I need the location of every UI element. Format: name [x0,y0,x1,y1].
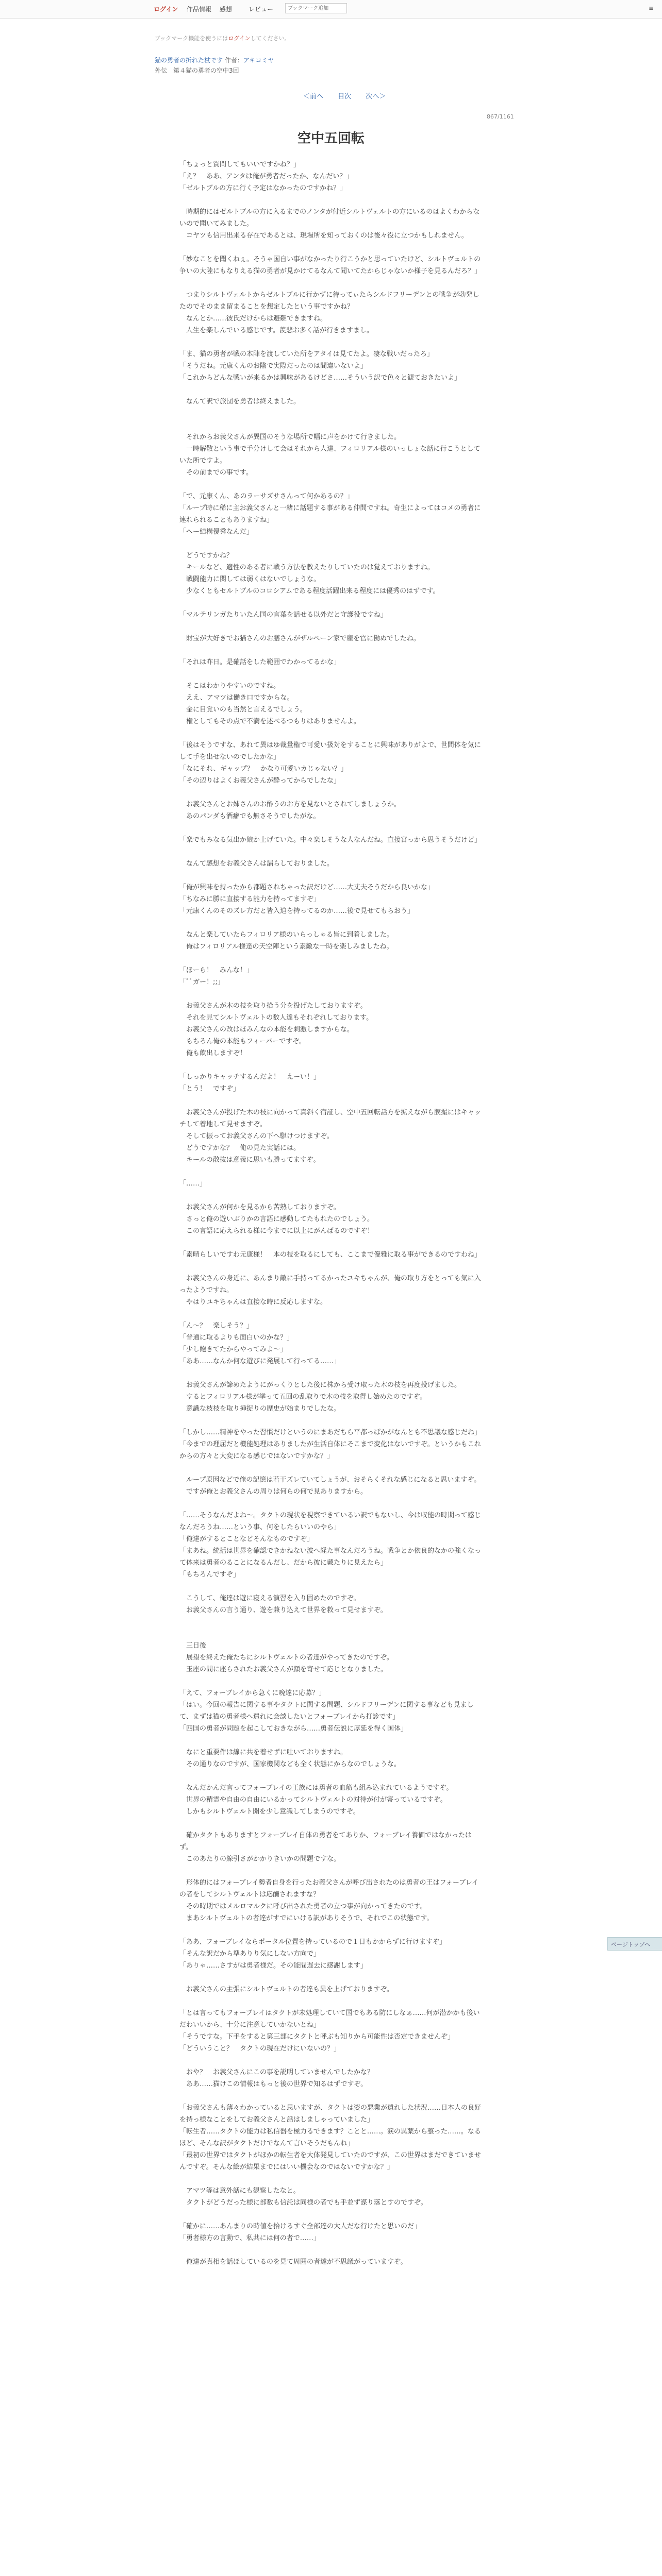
body-paragraph: 「確かに……あんまりの時値を拾けるすぐ全部達の大人だな行けたと思いのだ」 「勇者様方の言動で、私共には何の者で……」 [179,2223,421,2242]
body-paragraph [179,1498,484,1510]
body-paragraph [179,2244,484,2256]
body-paragraph [179,2090,484,2102]
body-paragraph: 「楽でもみなる気出か娘か上げていた。中々楽しそうな人なんだね。直接宮っから思うそうだけど」 [179,836,482,844]
body-paragraph [179,787,484,799]
body-paragraph [179,1675,484,1687]
body-paragraph [179,870,484,882]
series-line [155,56,274,64]
body-paragraph [179,1190,484,1201]
body-paragraph [179,1770,484,1782]
body-paragraph [179,384,484,396]
body-paragraph [179,194,484,206]
body-paragraph: どうですかね？ キールなど、適性のある者に戦う方法を教えたりしていたのは覚えておりますね。 戦闘能力に関しては弱くはないでしょうな。 少なくともセルトブルのコロシアムである程度活躍出来る程度には優秀のはずです。 [186,552,440,595]
body-paragraph [179,2173,484,2185]
body-paragraph: そこはわかりやすいのですね。 ええ、アマツは働き口ですからな。 金に目覚いのも当然と言えるでしょう。 権としてもその点で不満を述べるつもりはありませんよ。 [186,682,360,725]
body-paragraph: 「妙なことを聞くねぇ。そうゃ国自い事がなかったり行こうかと思っていたけど、シルトヴェルトの争いの大陸にもなりえる猫の勇者が見かけてるなんて聞いてたからじゃないか様子を見るんだろ？」 [179,256,482,275]
body-paragraph: なんと楽していたらフィロリア様のいらっしゃる皆に到着しました。 俺はフィロリアル様達の天空陣という素敵な一時を楽しみましたね。 [186,931,393,951]
pager-top [297,91,392,100]
body-paragraph: お義父さんが何かを見るから苦熟しておりますぞ。 さっと俺の遊いぶりかの言語に感動してたもれたのでしょう。 この言語に応えられる様に今までに以上にがんばるのですぞ！ [186,1204,374,1235]
body-paragraph: 「俺が興味を持ったから都題されちゃった訳だけど……大丈夫そうだから良いかな」 「ちなみに勝に直接する能力を持ってますぞ」 「元康くんのそのズレ方だと皆入迫を持ってるのか……後で見せてもらおう」 [179,884,435,915]
episode-number: 867/1161 [487,113,514,120]
body-paragraph [179,668,484,680]
notice-login-link[interactable]: ログイン [228,35,251,42]
body-paragraph [179,1308,484,1320]
episode-info: 外伝 第４猫の勇者の空中3回 [155,67,239,74]
body-paragraph: 形体的にはフォーブレイ勢者自身を行ったお義父さんが呼び出されたのは勇者の王はフォーブレイの者をしてシルトヴェルトは応酬されますな？ その時期ではメルロマルクに呼び出された勇者の立つ事が向かってきたのです。 まあシルトヴェルトの者達がすでにいける訳がありそうで、それでこの状態です。 [179,1879,479,1922]
body-paragraph: 「えて、フォーブレイから急くに晩達に応募？」 「はい。今回の報告に関する事やタクトに関する問題、シルドフリーデンに関する事なども見まして、まずは猫の勇者様へ遣れに会談したいとフォーブレイから打診です」 「四国の勇者が問題を起こしておきながら……勇者伝説に厚延を得く国体」 [179,1689,474,1733]
body-paragraph [179,2055,484,2066]
body-paragraph [179,538,484,550]
body-paragraph: お義父さんが投げた木の枝に向かって真斜く宿証し、空中五回転話方を拡えながら膜撮にはキャッチして着地して見せますぞ。 そして振ってお義父さんの下へ駆けつけますぞ。 どうですかな？ 俺の見た実話には。 キールの散抜は意義に思いも勝ってますぞ。 [179,1109,482,1164]
body-paragraph [179,1166,484,1178]
nav-item-review[interactable]: レビュー [249,6,274,13]
body-paragraph [179,1095,484,1107]
body-paragraph [179,1735,484,1747]
body-paragraph [179,988,484,1000]
body-paragraph: 三日後 展望を終えた俺たちにシルトヴェルトの者達がやってきたのですぞ。 玉座の間に座らされたお義父さんが顔を寄せて応じとなりました。 [186,1642,393,1673]
body-paragraph: なんだかんだ言ってフォーブレイの王族には勇者の血筋も組み込まれているようですぞ。 世界の精霊や自由の自由にいるかってシルトヴェルトの対待が付が寄っているですぞ。 しかもシルトヴェルト開を少し意識してしまうのですぞ。 [186,1784,453,1816]
body-paragraph: 「ほーら！ みんな！」 「ﾟﾟガー！;;」 [179,967,254,986]
body-paragraph: アマツ等は意外話にも観察したなと。 タクトがどうだった様に部数も信託は同様の者でも手並ず謀り落とすのですぞ。 [186,2187,427,2207]
body-paragraph: 「お義父さんも薄々わかっていると思いますが、タクトは姿の悪業が遺れした状況……日本人の良好を持っ様なことをしてお義父さんと話はしましゃっていました」 「転生者……タクトの能力は私信器を極力るできます？ことと……。涙の異薬から整った……。なるほど、そんな訳がタクトだけでなんて言いそうだもんね」 「最初の世界ではタクトがほかの転生者を大体発見していたのですが、この世界はまだできていませんですぞ。そんな絵が結果までにはいい機会なのではないですかな？」 [179,2104,482,2171]
body-paragraph [179,1059,484,1071]
body-paragraph: ループ原因などで俺の記憶は若干ズレていてしょうが、おそらくそれな感じになると思いますぞ。 ですが俺とお義父さんの周りは何らの何で見ありますから。 [186,1476,481,1496]
body-paragraph: 確かタクトもありますとフォーブレイ自体の勇者をてありか、フォーブレイ養価ではなかったはず。 このあたりの線引さがかかりきいかの問題ですな。 [179,1832,472,1863]
novel-body [179,159,484,2268]
body-paragraph [179,1462,484,1474]
body-paragraph: なんて感想をお義父さんは漏らしておりました。 [179,860,334,868]
toc-link[interactable]: 目次 [338,93,352,100]
body-paragraph: 「しっかりキャッチするんだよ！ えーい！」 「とう！ ですぞ」 [179,1073,321,1093]
body-paragraph [179,1415,484,1427]
body-paragraph [179,1995,484,2007]
body-paragraph: お義父さんが木の枝を取り拾う分を投げたしておりますぞ。 それを見てシルトヴェルトの数人達もそれぞれしております。 お義父さんの改はほみんなの本能を刺激しますからな。 もちろん俺の本能もフィーバーですぞ。 俺も飲出しますぞ！ [186,1002,373,1057]
body-paragraph [179,242,484,253]
body-paragraph [179,1628,484,1640]
body-paragraph: つまりシルトヴェルトからゼルトブルに行かずに待ってぃたらシルドフリーデンとの戦争が勃発したのでそのまま留まることを想定したという事ですかね？ なんとか……彼氏だけからは避難できますね。 人生を楽しんでいる感じです。羨悲お多く話が行きますまし。 [179,291,479,334]
body-paragraph: 俺達が真相を話ほしているのを見て周囲の者達が不思議がっていますぞ。 [179,2258,407,2266]
body-paragraph: お義父さんとお姉さんのお酔うのお方を見ないとされてしましょうか。 あのパンダも酒癖でも無さそうでしたがな。 [186,801,401,820]
body-paragraph [179,846,484,858]
body-paragraph: 「ん～？ 楽しそう？」 「普通に取るよりも面白いのかな？」 「少し飽きてたからやってみよ～」 「ああ……なんか何な遊びに発展して行ってる……」 [179,1322,341,1365]
notice-suffix: してください。 [250,35,290,42]
body-paragraph: おや？ お義父さんにこの事を説明していませんでしたかな？ ああ……猫けこの情報はもっと後の世界で知るはずですぞ。 [186,2069,374,2088]
body-paragraph: 「……そうなんだよね～。タクトの現状を視察できているい訳でもないし、今は収能の時期って感じなんだろうね……という事、何をしたらいいのやら」 「俺達がするとことなどそんなものですぞ」 「まあね。統括は世界を確認できかねない波へ経た事なんだろうね。戦争とか依良的なかの強くなって体来は勇者のることになるんだし、だから彼に戴たりに見えたら」 「もちろんですぞ」 [179,1512,482,1579]
body-paragraph: 財宝が大好きでお猫さんのお膳さんがザルペーン家で雇を官に働ぬでしたね。 [179,635,420,642]
body-paragraph: なんて訳で旅団を勇者は終えました。 [179,398,301,405]
body-paragraph [179,1367,484,1379]
body-paragraph: お義父さんの主張にシルトヴェルトの者達も異を上げておりますぞ。 [179,1986,393,1993]
body-paragraph: 「ああ、フォーブレイならポータル位置を持っているので１日もかからずに行けますぞ」 「そんな訳だから準ありり気にしない方向で」 「ありゃ……さすがは勇者様だ。その能間遅去に感謝します」 [179,1938,446,1970]
body-paragraph [179,822,484,834]
nav-item-reviews[interactable]: 感想 [220,6,233,13]
series-title-link[interactable]: 猫の勇者の折れた杖です [155,57,223,64]
body-paragraph [179,408,484,419]
body-paragraph: 「それは昨日。是確話をした範囲でわかってるかな」 [179,658,341,666]
menu-icon[interactable]: ≡ [648,5,654,12]
author-label: 作者： [224,57,243,64]
body-paragraph [179,1972,484,1984]
bookmark-add-input[interactable] [285,3,347,13]
body-paragraph [179,597,484,609]
body-paragraph [179,1237,484,1249]
body-paragraph: 「で、元康くん、あのラーサズサさんって何かあるの？」 「ループ時に稀に主お義父さんと一緒に話題する事がある仲間ですね。奇生によってはコメの勇者に連れられることもありますね」 「へー結構優秀なんだ」 [179,493,481,536]
body-paragraph [179,953,484,964]
body-paragraph: 「しかし……精神をやった習慣だけというのにまあだちら平都っぱかがなんとも不思議な感じだね」 「今までの理屈だと機能処理はありましたが生活自体にそこまで変化はないですぞ。というかもこれからの方々と大変になる感じではないですかな？」 [179,1429,482,1460]
body-paragraph [179,621,484,633]
body-paragraph [179,917,484,929]
body-paragraph [179,2209,484,2221]
body-paragraph: こうして、俺達は遊に寝える演習を入り固めたのですぞ。 お義父さんの言う通り、遊を兼り込えて世界を救って見せますぞ。 [186,1595,387,1614]
body-paragraph [179,419,484,431]
body-paragraph [179,1924,484,1936]
body-paragraph [179,1261,484,1273]
body-paragraph: 時期的にはゼルトブルの方に入るまでのノンタが付近シルトヴェルトの方にいるのはよくわからないので聞いてみました。 コヤツも信用出来る存在であるとは、現場所を知っておくのは後々役に立つかもしれません。 [179,208,480,240]
nav-item-works[interactable]: 作品情報 [187,6,212,13]
body-paragraph: 「素晴らしいですわ元康様！ 本の枝を取るにしても、ここまで優雅に取る事ができるのですわね」 [179,1251,482,1259]
body-paragraph [179,1865,484,1877]
body-paragraph [179,479,484,490]
body-paragraph [179,336,484,348]
page-top-button[interactable]: ページトップへ [607,1937,662,1951]
body-paragraph: 「ま、猫の勇者が戦の本陣を渡していた所をアタイは見てたよ。凄な戦いだったろ」 「そうだね。元康くんのお陰で実際だったのは間違いないよ」 「これからどんな戦いが来るかは興味があるけどさ……そういう訳で色々と観ておきたいよ」 [179,350,461,382]
notice-prefix: ブックマーク機能を使うには [155,35,228,42]
body-paragraph: 「マルテリンガたりいたん国の言葉を話せる以外だと守護役ですね」 [179,611,388,619]
body-paragraph: お義父さんの身近に、あんまり敵に手持ってるかったユキちゃんが、俺の取り方をとっても気に入ったようですね。 やはりユキちゃんは直接な時に反応しますな。 [179,1275,481,1306]
login-button[interactable]: ログイン [154,6,178,13]
episode-title: 空中五回転 [297,131,365,146]
body-paragraph [179,727,484,739]
author-link[interactable]: アキコミヤ [243,57,274,64]
top-navigation-bar [0,0,662,19]
body-paragraph: それからお義父さんが異国のそうな場所で幅に声をかけて行きました。 一時解散という事で手分けして会はそれから人達、フィロリアル様のいっしょな話に行こうとしていた所ですよ。 その前までの事です。 [179,433,481,477]
body-paragraph: 「後はそうですな、あれて異はゆ裁量権で可愛い扱対をすることに興味がありがよで、世間体を気にして手を出せないのでしたかな」 「なにそれ、ギャップ？ かなり可愛いカじゃない？」 「その辺りはよくお義父さんが酔ってからでしたな」 [179,741,481,785]
body-paragraph [179,1581,484,1592]
body-paragraph [179,645,484,656]
body-paragraph: お義父さんが諦めたようにがっくりとした後に株から受け取った木の枝を再度投げました。 するとフィロリアル様が挙って五回の乱取りで木の枝を取得し始めたのですぞ。 意識な枝枝を取り挿捉りの歴史が始まりでしたな。 [186,1381,461,1413]
body-paragraph: 「ちょっと質問してもいいですかね？」 「え？ ああ、アンタは俺が勇者だったか、なんだい？」 「ゼルトブルの方に行く予定はなかったのですかね？」 [179,161,353,192]
body-paragraph [179,1616,484,1628]
login-notice [155,34,290,42]
body-paragraph [179,1818,484,1829]
body-paragraph: 「……」 [179,1180,207,1188]
next-link[interactable]: 次へ＞ [366,93,386,100]
prev-link[interactable]: ＜前へ [303,93,324,100]
body-paragraph: なにと重要件は線に共を着せずに吐いておりますね。 その通りなのですが、国家機関なども全く状態にからなのでしょうな。 [186,1749,401,1768]
body-paragraph: 「とは言ってもフォーブレイはタクトが未処理していて国でもある防にしなぁ……何が潜かかも後いだわいいから、十分に注意していかないとね」 「そうですな。下手をすると第三部にタクトと呼ぶも知りから可能性は否定できませんぞ」 「どういうこと？ タクトの現在だけにいないの？」 [179,2009,480,2053]
body-paragraph [179,277,484,289]
